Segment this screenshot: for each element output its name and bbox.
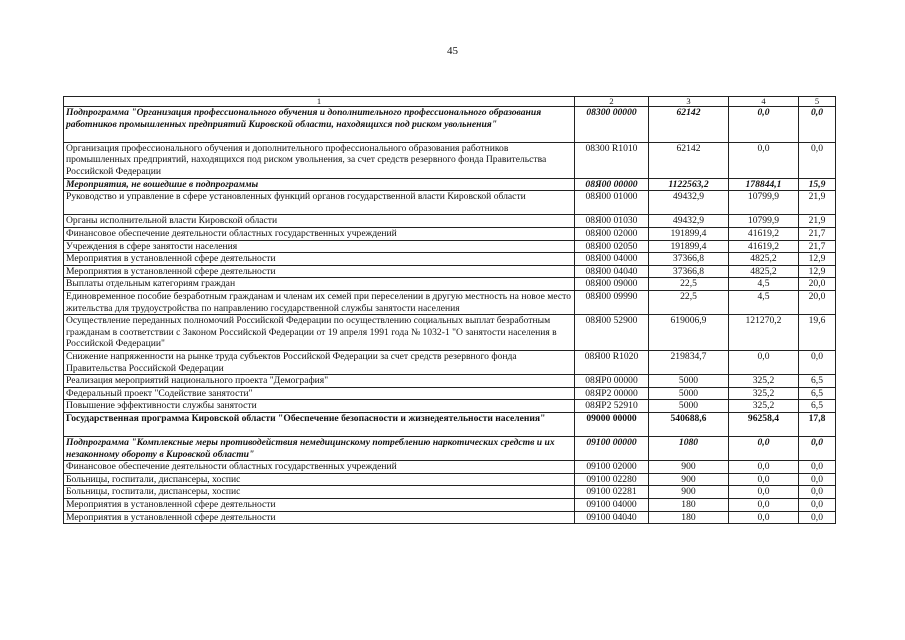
row-code-cell: 08Я00 01030 (575, 215, 649, 228)
row-value-4-cell: 0,0 (729, 486, 799, 499)
row-value-4-cell: 41619,2 (729, 227, 799, 240)
row-value-5-cell: 21,9 (799, 191, 836, 215)
row-name-cell: Органы исполнительной власти Кировской области (64, 215, 575, 228)
row-name-cell: Единовременное пособие безработным гражданам и членам их семей при переселении в другую местность на новое место жительства для трудоустройства по направлению государственной службы занятости населения (64, 290, 575, 314)
column-header: 5 (799, 97, 836, 107)
row-name-cell: Мероприятия, не вошедшие в подпрограммы (64, 178, 575, 191)
row-value-3-cell: 22,5 (649, 290, 729, 314)
row-value-5-cell: 19,6 (799, 315, 836, 351)
row-value-3-cell: 900 (649, 486, 729, 499)
row-code-cell: 09100 00000 (575, 437, 649, 461)
row-value-4-cell: 0,0 (729, 511, 799, 524)
row-value-4-cell: 4,5 (729, 290, 799, 314)
row-name-cell: Больницы, госпитали, диспансеры, хоспис (64, 473, 575, 486)
row-value-5-cell: 21,9 (799, 215, 836, 228)
row-value-4-cell: 4825,2 (729, 265, 799, 278)
row-code-cell: 08300 R1010 (575, 142, 649, 178)
row-value-5-cell: 12,9 (799, 265, 836, 278)
row-code-cell: 08Я00 02000 (575, 227, 649, 240)
table-row (64, 375, 836, 388)
row-value-4-cell: 10799,9 (729, 215, 799, 228)
row-value-4-cell: 0,0 (729, 437, 799, 461)
row-value-3-cell: 900 (649, 461, 729, 474)
row-value-4-cell: 0,0 (729, 350, 799, 374)
row-name-cell: Финансовое обеспечение деятельности областных государственных учреждений (64, 227, 575, 240)
table-row (64, 511, 836, 524)
table-row (64, 412, 836, 436)
row-value-5-cell: 21,7 (799, 227, 836, 240)
row-code-cell: 08Я00 09990 (575, 290, 649, 314)
row-value-5-cell: 0,0 (799, 350, 836, 374)
row-value-3-cell: 62142 (649, 142, 729, 178)
page-number: 45 (447, 45, 458, 57)
row-code-cell: 09000 00000 (575, 412, 649, 436)
table-row (64, 486, 836, 499)
row-value-4-cell: 0,0 (729, 499, 799, 512)
row-code-cell: 08ЯР2 52910 (575, 400, 649, 413)
row-value-5-cell: 6,5 (799, 400, 836, 413)
row-value-5-cell: 0,0 (799, 142, 836, 178)
row-value-5-cell: 0,0 (799, 511, 836, 524)
row-value-3-cell: 540688,6 (649, 412, 729, 436)
row-name-cell: Больницы, госпитали, диспансеры, хоспис (64, 486, 575, 499)
table-row (64, 387, 836, 400)
row-value-4-cell: 96258,4 (729, 412, 799, 436)
column-header: 1 (64, 97, 575, 107)
table-row (64, 191, 836, 215)
row-name-cell: Выплаты отдельным категориям граждан (64, 278, 575, 291)
row-value-4-cell: 4,5 (729, 278, 799, 291)
row-value-5-cell: 0,0 (799, 107, 836, 143)
table-row (64, 290, 836, 314)
row-value-4-cell: 0,0 (729, 461, 799, 474)
row-value-3-cell: 180 (649, 511, 729, 524)
row-name-cell: Подпрограмма "Комплексные меры противодействия немедицинскому потреблению наркотических средств и их незаконному обороту в Кировской области" (64, 437, 575, 461)
table-row (64, 461, 836, 474)
table-row (64, 437, 836, 461)
row-name-cell: Государственная программа Кировской области "Обеспечение безопасности и жизнедеятельности населения" (64, 412, 575, 436)
row-value-3-cell: 49432,9 (649, 215, 729, 228)
table-row (64, 227, 836, 240)
table-row (64, 350, 836, 374)
row-value-3-cell: 5000 (649, 375, 729, 388)
row-code-cell: 08Я00 00000 (575, 178, 649, 191)
row-value-5-cell: 20,0 (799, 290, 836, 314)
row-value-3-cell: 5000 (649, 387, 729, 400)
table-row (64, 265, 836, 278)
row-value-5-cell: 21,7 (799, 240, 836, 253)
table-row (64, 215, 836, 228)
row-code-cell: 09100 02000 (575, 461, 649, 474)
row-value-5-cell: 6,5 (799, 375, 836, 388)
row-value-4-cell: 325,2 (729, 387, 799, 400)
row-name-cell: Мероприятия в установленной сфере деятельности (64, 265, 575, 278)
row-value-3-cell: 900 (649, 473, 729, 486)
row-value-3-cell: 191899,4 (649, 227, 729, 240)
row-name-cell: Мероприятия в установленной сфере деятельности (64, 499, 575, 512)
row-value-4-cell: 0,0 (729, 107, 799, 143)
row-value-3-cell: 1122563,2 (649, 178, 729, 191)
row-name-cell: Снижение напряженности на рынке труда субъектов Российской Федерации за счет средств резервного фонда Правительства Российской Федерации (64, 350, 575, 374)
row-code-cell: 09100 02280 (575, 473, 649, 486)
row-code-cell: 09100 02281 (575, 486, 649, 499)
table-row (64, 107, 836, 143)
column-header: 2 (575, 97, 649, 107)
table-row (64, 178, 836, 191)
row-value-3-cell: 191899,4 (649, 240, 729, 253)
row-value-3-cell: 37366,8 (649, 253, 729, 266)
row-value-4-cell: 10799,9 (729, 191, 799, 215)
row-code-cell: 08Я00 04000 (575, 253, 649, 266)
row-value-4-cell: 121270,2 (729, 315, 799, 351)
row-value-3-cell: 1080 (649, 437, 729, 461)
row-value-4-cell: 325,2 (729, 375, 799, 388)
row-code-cell: 08ЯР0 00000 (575, 375, 649, 388)
row-code-cell: 08Я00 02050 (575, 240, 649, 253)
row-value-4-cell: 4825,2 (729, 253, 799, 266)
row-value-4-cell: 0,0 (729, 473, 799, 486)
row-name-cell: Руководство и управление в сфере установленных функций органов государственной власти Кировской области (64, 191, 575, 215)
table-row (64, 240, 836, 253)
row-value-4-cell: 0,0 (729, 142, 799, 178)
row-code-cell: 08Я00 01000 (575, 191, 649, 215)
row-value-5-cell: 17,8 (799, 412, 836, 436)
table-row (64, 499, 836, 512)
table-row (64, 142, 836, 178)
row-code-cell: 08ЯР2 00000 (575, 387, 649, 400)
row-code-cell: 08Я00 04040 (575, 265, 649, 278)
row-value-3-cell: 619006,9 (649, 315, 729, 351)
row-name-cell: Реализация мероприятий национального проекта "Демография" (64, 375, 575, 388)
row-value-4-cell: 325,2 (729, 400, 799, 413)
row-value-3-cell: 49432,9 (649, 191, 729, 215)
row-name-cell: Учреждения в сфере занятости населения (64, 240, 575, 253)
row-value-5-cell: 0,0 (799, 461, 836, 474)
table-row (64, 400, 836, 413)
row-name-cell: Осуществление переданных полномочий Российской Федерации по осуществлению социальных выплат безработным гражданам в соответствии с Законом Российской Федерации от 19 апреля 1991 года № 1032-1 "О занятости населения в Российской Федерации" (64, 315, 575, 351)
row-code-cell: 09100 04040 (575, 511, 649, 524)
row-value-4-cell: 178844,1 (729, 178, 799, 191)
row-value-3-cell: 5000 (649, 400, 729, 413)
row-value-3-cell: 62142 (649, 107, 729, 143)
row-value-5-cell: 15,9 (799, 178, 836, 191)
table-row (64, 278, 836, 291)
row-value-3-cell: 219834,7 (649, 350, 729, 374)
row-value-3-cell: 22,5 (649, 278, 729, 291)
row-value-5-cell: 6,5 (799, 387, 836, 400)
row-code-cell: 08Я00 52900 (575, 315, 649, 351)
row-value-5-cell: 0,0 (799, 499, 836, 512)
row-name-cell: Организация профессионального обучения и дополнительного профессионального образования работников промышленных предприятий, находящихся под риском увольнения, за счет средств резервного фонда Правительства Российской Федерации (64, 142, 575, 178)
row-value-5-cell: 20,0 (799, 278, 836, 291)
row-value-3-cell: 180 (649, 499, 729, 512)
row-name-cell: Подпрограмма "Организация профессионального обучения и дополнительного профессионального образования работников промышленных предприятий Кировской области, находящихся под риском увольнения" (64, 107, 575, 143)
row-code-cell: 09100 04000 (575, 499, 649, 512)
budget-table (63, 96, 836, 524)
row-name-cell: Мероприятия в установленной сфере деятельности (64, 253, 575, 266)
row-name-cell: Финансовое обеспечение деятельности областных государственных учреждений (64, 461, 575, 474)
row-value-3-cell: 37366,8 (649, 265, 729, 278)
table-row (64, 253, 836, 266)
row-value-5-cell: 0,0 (799, 437, 836, 461)
row-value-4-cell: 41619,2 (729, 240, 799, 253)
row-value-5-cell: 12,9 (799, 253, 836, 266)
table-row (64, 473, 836, 486)
row-value-5-cell: 0,0 (799, 486, 836, 499)
row-code-cell: 08300 00000 (575, 107, 649, 143)
row-value-5-cell: 0,0 (799, 473, 836, 486)
column-header: 4 (729, 97, 799, 107)
table-row (64, 315, 836, 351)
row-name-cell: Мероприятия в установленной сфере деятельности (64, 511, 575, 524)
row-code-cell: 08Я00 09000 (575, 278, 649, 291)
row-name-cell: Федеральный проект "Содействие занятости" (64, 387, 575, 400)
column-header: 3 (649, 97, 729, 107)
row-code-cell: 08Я00 R1020 (575, 350, 649, 374)
table-header-row (64, 97, 836, 107)
row-name-cell: Повышение эффективности службы занятости (64, 400, 575, 413)
